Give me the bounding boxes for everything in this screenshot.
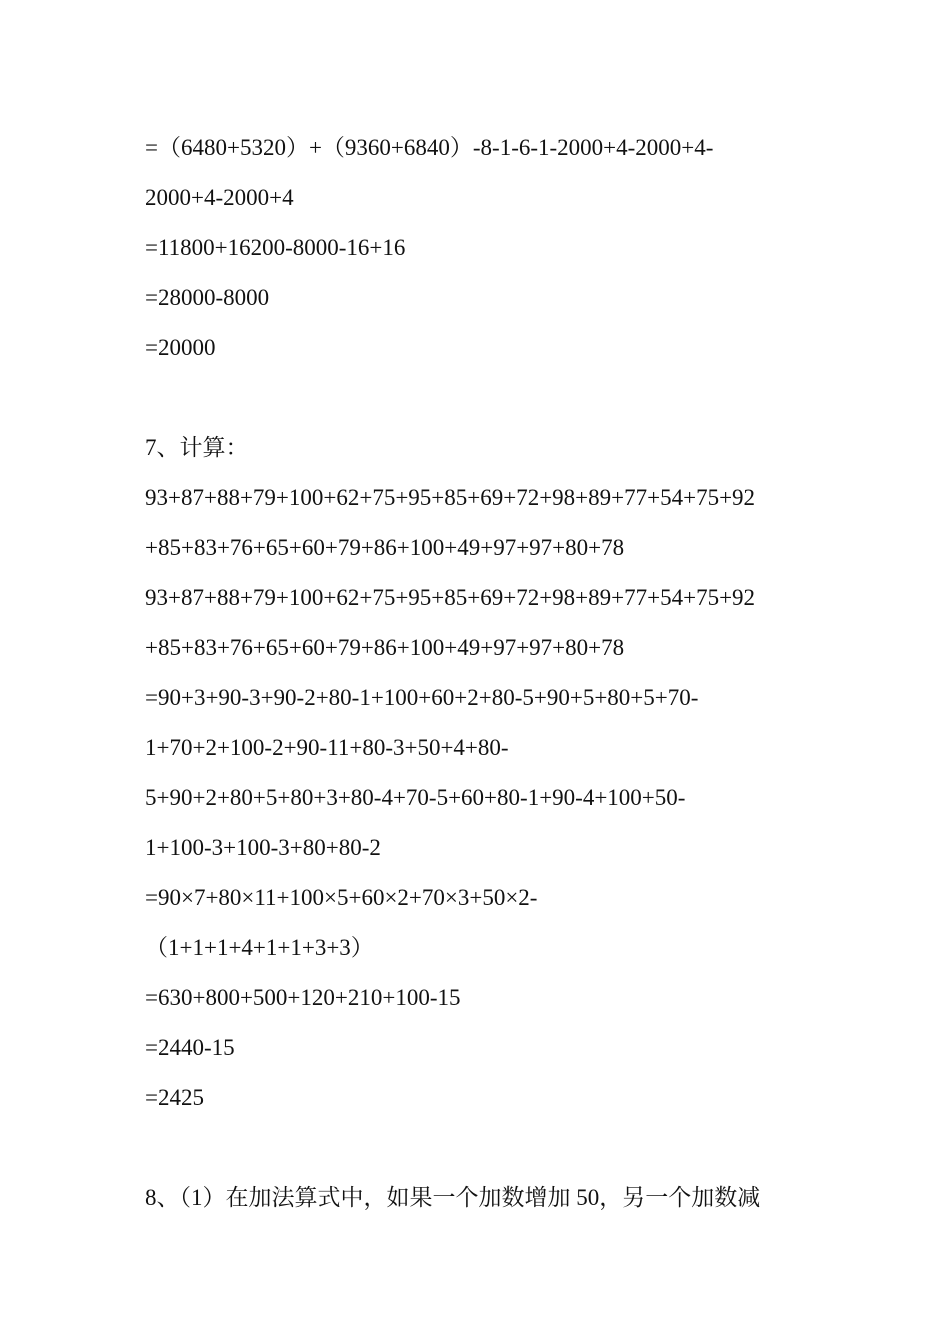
equation-line: =2440-15: [145, 1035, 235, 1060]
equation-line: +85+83+76+65+60+79+86+100+49+97+97+80+78: [145, 535, 625, 560]
equation-line: 5+90+2+80+5+80+3+80-4+70-5+60+80-1+90-4+100+50-: [145, 785, 686, 810]
equation-line: =20000: [145, 335, 216, 360]
equation-line: =28000-8000: [145, 285, 270, 310]
equation-line: =2425: [145, 1085, 204, 1110]
equation-line: 1+70+2+100-2+90-11+80-3+50+4+80-: [145, 735, 509, 760]
equation-line: =630+800+500+120+210+100-15: [145, 985, 461, 1010]
equation-line: 1+100-3+100-3+80+80-2: [145, 835, 381, 860]
equation-line: =（6480+5320）+（9360+6840）-8-1-6-1-2000+4-2000+4-: [145, 135, 714, 160]
equation-line: 93+87+88+79+100+62+75+95+85+69+72+98+89+77+54+75+92: [145, 485, 756, 510]
equation-line: 93+87+88+79+100+62+75+95+85+69+72+98+89+77+54+75+92: [145, 585, 756, 610]
question-text: 8、（1）在加法算式中，如果一个加数增加 50，另一个加数减: [145, 1185, 761, 1210]
section-heading: 7、计算：: [145, 435, 249, 460]
equation-line: =11800+16200-8000-16+16: [145, 235, 406, 260]
equation-line: =90+3+90-3+90-2+80-1+100+60+2+80-5+90+5+80+5+70-: [145, 685, 699, 710]
equation-line: =90×7+80×11+100×5+60×2+70×3+50×2-: [145, 885, 538, 910]
equation-line: +85+83+76+65+60+79+86+100+49+97+97+80+78: [145, 635, 625, 660]
equation-line: （1+1+1+4+1+1+3+3）: [145, 935, 374, 960]
equation-line: 2000+4-2000+4: [145, 185, 294, 210]
